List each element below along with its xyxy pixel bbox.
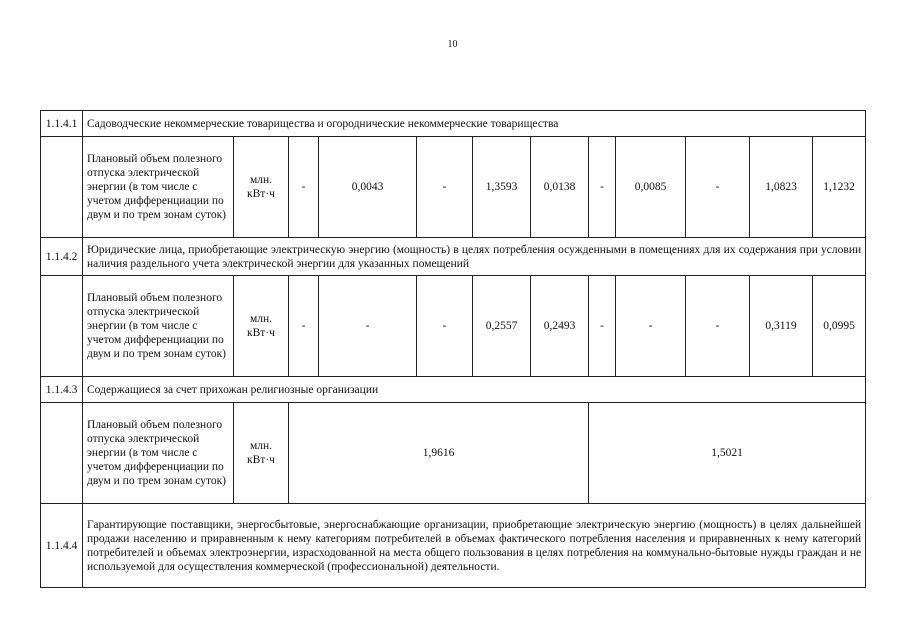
value-cell: - xyxy=(289,276,319,377)
section-title: Садоводческие некоммерческие товарищества и огороднические некоммерческие товарищества xyxy=(83,111,866,137)
value-cell: 0,0043 xyxy=(319,137,417,238)
value-cell: 0,0995 xyxy=(813,276,866,377)
section-row xyxy=(41,111,866,137)
data-row xyxy=(41,137,866,238)
row-code-empty xyxy=(41,403,83,504)
param-label: Плановый объем полезного отпуска электрической энергии (в том числе с учетом дифференциации по двум и по трем зонам суток) xyxy=(83,276,234,377)
value-cell: - xyxy=(417,276,473,377)
value-cell: 0,2493 xyxy=(531,276,589,377)
value-cell: 1,0823 xyxy=(750,137,813,238)
param-label: Плановый объем полезного отпуска электрической энергии (в том числе с учетом дифференциации по двум и по трем зонам суток) xyxy=(83,403,234,504)
merged-value-cell: 1,5021 xyxy=(589,403,866,504)
value-cell: 0,0085 xyxy=(616,137,686,238)
section-row xyxy=(41,238,866,276)
value-cell: - xyxy=(319,276,417,377)
section-title: Юридические лица, приобретающие электрическую энергию (мощность) в целях потребления осужденными в помещениях для их содержания при условии наличия раздельного учета электрической энергии для указанных помещений xyxy=(83,238,866,276)
section-row xyxy=(41,504,866,588)
value-cell: - xyxy=(686,276,750,377)
row-code: 1.1.4.2 xyxy=(41,238,83,276)
data-row xyxy=(41,276,866,377)
row-code-empty xyxy=(41,137,83,238)
value-cell: 0,2557 xyxy=(473,276,531,377)
value-cell: - xyxy=(589,276,616,377)
value-cell: 0,0138 xyxy=(531,137,589,238)
value-cell: 1,1232 xyxy=(813,137,866,238)
data-row xyxy=(41,403,866,504)
row-code: 1.1.4.3 xyxy=(41,377,83,403)
unit-label: млн. кВт·ч xyxy=(234,403,289,504)
value-cell: - xyxy=(616,276,686,377)
section-row xyxy=(41,377,866,403)
section-title: Гарантирующие поставщики, энергосбытовые, энергоснабжающие организации, приобретающие электрическую энергию (мощность) в целях дальнейшей продажи населению и приравненным к нему категориям потребителей в объемах фактического потребления населения и приравненных к нему категорий потребителей и объемах электроэнергии, израсходованной на места общего пользования в целях потребления на коммунально-бытовые нужды граждан и не используемой для осуществления коммерческой (профессиональной) деятельности. xyxy=(83,504,866,588)
unit-label: млн. кВт·ч xyxy=(234,276,289,377)
page-number: 10 xyxy=(447,39,458,50)
energy-volume-table xyxy=(40,110,866,588)
value-cell: - xyxy=(417,137,473,238)
value-cell: - xyxy=(686,137,750,238)
value-cell: - xyxy=(289,137,319,238)
value-cell: 0,3119 xyxy=(750,276,813,377)
value-cell: - xyxy=(589,137,616,238)
row-code: 1.1.4.1 xyxy=(41,111,83,137)
unit-label: млн. кВт·ч xyxy=(234,137,289,238)
row-code-empty xyxy=(41,276,83,377)
merged-value-cell: 1,9616 xyxy=(289,403,589,504)
row-code: 1.1.4.4 xyxy=(41,504,83,588)
value-cell: 1,3593 xyxy=(473,137,531,238)
param-label: Плановый объем полезного отпуска электрической энергии (в том числе с учетом дифференциации по двум и по трем зонам суток) xyxy=(83,137,234,238)
section-title: Содержащиеся за счет прихожан религиозные организации xyxy=(83,377,866,403)
